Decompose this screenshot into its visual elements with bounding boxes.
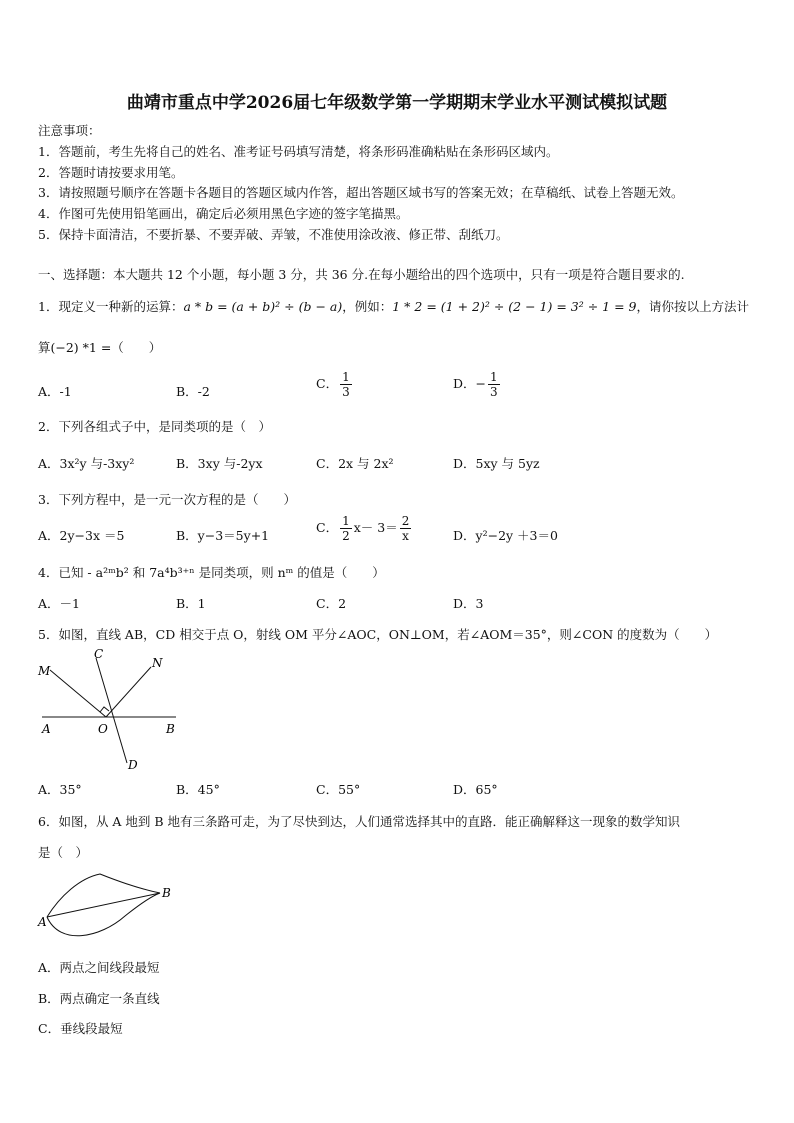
straight-path	[47, 893, 160, 917]
q5-option-b: B．45°	[176, 782, 220, 797]
q1-option-b: B．-2	[176, 384, 210, 399]
question-4-stem: 4．已知 - a²ᵐb² 和 7a⁴b³⁺ⁿ 是同类项，则 nᵐ 的值是（ ）	[38, 565, 385, 580]
q3-option-c	[316, 514, 413, 543]
question-3-stem: 3．下列方程中，是一元一次方程的是（ ）	[38, 492, 296, 507]
fraction: $\frac{2}{x}$	[401, 514, 410, 543]
q1-stem-b: ，例如：	[342, 299, 393, 314]
q2-option-a: A．3x²y 与-3xy²	[38, 456, 135, 471]
q4-option-d: D．3	[453, 596, 484, 611]
page-title: 曲靖市重点中学2026届七年级数学第一学期期末学业水平测试模拟试题	[126, 93, 668, 113]
label-m: M	[38, 664, 51, 678]
q3-option-b: B．y−3＝5y+1	[176, 528, 270, 543]
note-item: 1．答题前，考生先将自己的姓名、准考证号码填写清楚，将条形码准确粘贴在条形码区域内。	[38, 144, 559, 159]
label-c: C	[94, 647, 104, 661]
right-angle-mark	[100, 707, 109, 712]
label-n: N	[152, 656, 163, 670]
q6-option-b: B．两点确定一条直线	[38, 991, 160, 1006]
q2-option-c: C．2x 与 2x²	[316, 456, 394, 471]
note-item: 2．答题时请按要求用笔。	[38, 165, 184, 180]
question-5-stem: 5．如图，直线 AB，CD 相交于点 O，射线 OM 平分∠AOC，ON⊥OM，若∠AOM＝35°，则∠CON 的度数为（ ）	[38, 627, 718, 642]
label-a: A	[42, 722, 51, 736]
q5-option-a: A．35°	[38, 782, 82, 797]
q4-option-b: B．1	[176, 596, 206, 611]
fraction: $\frac{1}{3}$	[342, 370, 350, 399]
fraction: $\frac{1}{2}$	[342, 514, 350, 543]
lower-path	[47, 893, 160, 936]
paths-figure	[30, 866, 180, 941]
label-o: O	[98, 722, 108, 736]
q1-option-c	[316, 370, 354, 399]
q3-option-a: A．2y−3x ＝5	[38, 528, 125, 543]
notes-heading: 注意事项：	[38, 123, 101, 138]
q1-example: 1 * 2 = (1 + 2)² ÷ (2 − 1) = 3² ÷ 1 = 9	[392, 299, 637, 314]
question-6-stem-2: 是（ ）	[38, 845, 89, 860]
ray-on	[106, 667, 151, 717]
upper-path	[47, 874, 160, 917]
q5-option-d: D．65°	[453, 782, 498, 797]
label-a: A	[38, 915, 47, 929]
q3-option-d: D．y²−2y ＋3＝0	[453, 528, 558, 543]
q1-d-label: D．−	[453, 376, 486, 391]
q1-stem-c: ，请你按以上方法计	[636, 299, 750, 314]
angle-figure	[30, 645, 190, 775]
ray-om	[50, 670, 106, 717]
fraction: $\frac{1}{3}$	[490, 370, 498, 399]
label-b: B	[162, 886, 171, 900]
q4-option-c: C．2	[316, 596, 347, 611]
q1-c-label: C．	[316, 376, 339, 391]
note-item: 4．作图可先使用铅笔画出，确定后必须用黑色字迹的签字笔描黑。	[38, 206, 409, 221]
q2-option-d: D．5xy 与 5yz	[453, 456, 540, 471]
question-1-line2: 算(−2) *1 =（ ）	[38, 340, 162, 355]
label-d: D	[128, 758, 138, 772]
q4-option-a: A．－1	[38, 596, 80, 611]
q3-c-middle: x－ 3＝	[353, 520, 398, 535]
q1-stem-a: 1．现定义一种新的运算：	[38, 299, 184, 314]
question-6-stem: 6．如图，从 A 地到 B 地有三条路可走，为了尽快到达，人们通常选择其中的直路．能正确解释这一现象的数学知识	[38, 814, 681, 829]
q1-option-d	[453, 370, 502, 399]
question-2-stem: 2．下列各组式子中，是同类项的是（ ）	[38, 419, 271, 434]
note-item: 5．保持卡面清洁，不要折暴、不要弄破、弄皱，不准使用涂改液、修正带、刮纸刀。	[38, 227, 509, 242]
question-1-stem	[38, 297, 749, 315]
note-item: 3．请按照题号顺序在答题卡各题目的答题区域内作答，超出答题区域书写的答案无效；在草稿纸、试卷上答题无效。	[38, 185, 684, 200]
q2-option-b: B．3xy 与-2yx	[176, 456, 263, 471]
q3-c-label: C．	[316, 520, 339, 535]
q5-option-c: C．55°	[316, 782, 361, 797]
q6-option-c: C．垂线段最短	[38, 1021, 123, 1036]
section-heading: 一、选择题：本大题共 12 个小题，每小题 3 分，共 36 分.在每小题给出的四个选项中，只有一项是符合题目要求的.	[38, 267, 685, 282]
q6-option-a: A．两点之间线段最短	[38, 960, 160, 975]
label-b: B	[166, 722, 175, 736]
q1-option-a: A．-1	[38, 384, 72, 399]
q1-definition: a * b = (a + b)² ÷ (b − a)	[183, 299, 343, 314]
